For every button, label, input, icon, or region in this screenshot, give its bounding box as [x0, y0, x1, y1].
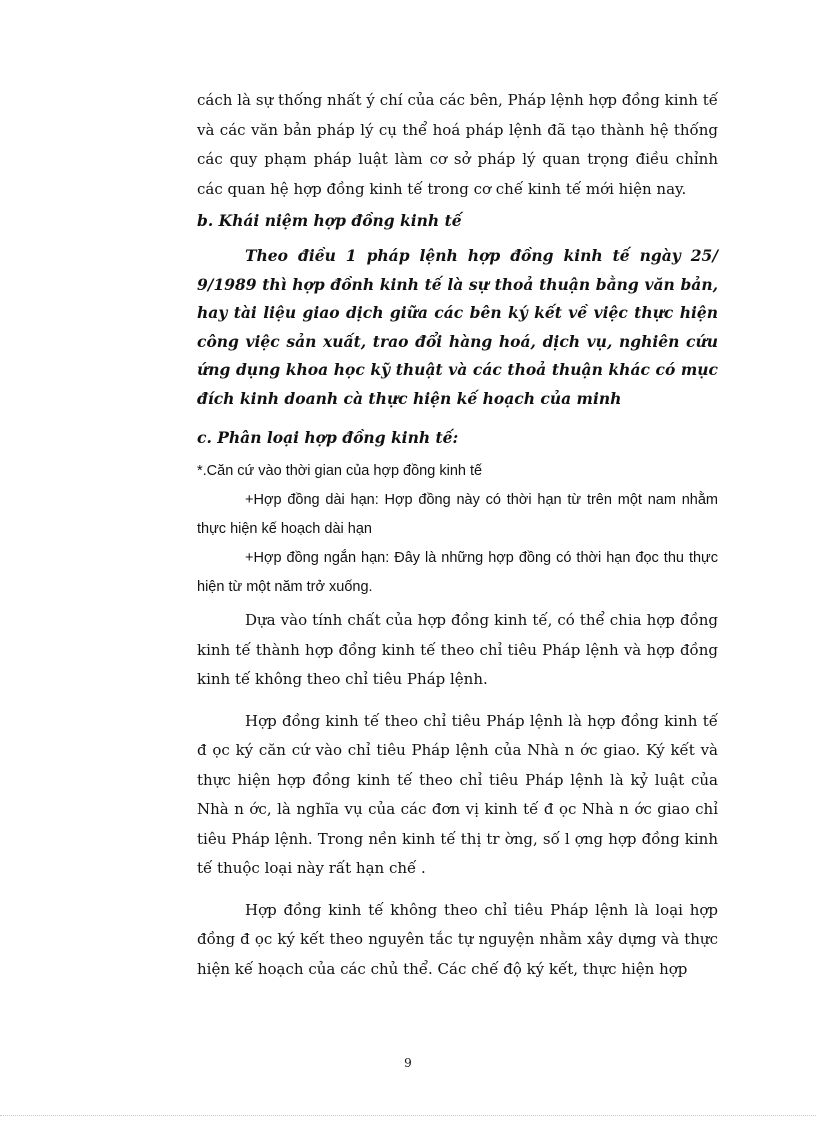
criterion-time: *.Căn cứ vào thời gian của hợp đồng kinh tế — [197, 463, 483, 479]
item-short-term: +Hợp đồng ngắn hạn: Đây là những hợp đồng có thời hạn đọc thu thực hiện từ một năm trở xuống. — [197, 550, 718, 595]
page-content — [197, 86, 718, 984]
heading-classification: c. Phân loại hợp đồng kinh tế: — [197, 428, 459, 447]
footer-divider — [0, 1115, 816, 1116]
paragraph-definition: Theo điều 1 pháp lệnh hợp đồng kinh tế ngày 25/ 9/1989 thì hợp đồnh kinh tế là sự thoả thuận bằng văn bản, hay tài liệu giao dịch giữa các bên ký kết về việc thực hiện công việc sản xuất, trao đổi hàng hoá, dịch vụ, nghiên cứu ứng dụng khoa học kỹ thuật và các thoả thuận khác có mục đích kinh doanh cà thực hiện kế hoạch của minh — [197, 246, 718, 408]
paragraph-intro: cách là sự thống nhất ý chí của các bên, Pháp lệnh hợp đồng kinh tế và các văn bản pháp lý cụ thể hoá pháp lệnh đã tạo thành hệ thống các quy phạm pháp luật làm cơ sở pháp lý quan trọng điều chỉnh các quan hệ hợp đồng kinh tế trong cơ chế kinh tế mới hiện nay. — [197, 91, 718, 198]
heading-concept: b. Khái niệm hợp đồng kinh tế — [197, 211, 462, 230]
item-long-term: +Hợp đồng dài hạn: Hợp đồng này có thời hạn từ trên một nam nhằm thực hiện kế hoạch dài hạn — [197, 492, 718, 537]
paragraph-planned-contract: Hợp đồng kinh tế theo chỉ tiêu Pháp lệnh là hợp đồng kinh tế đ ọc ký căn cứ vào chỉ tiêu Pháp lệnh của Nhà n ớc giao. Ký kết và thực hiện hợp đồng kinh tế theo chỉ tiêu Pháp lệnh là kỷ luật của Nhà n ớc, là nghĩa vụ của các đơn vị kinh tế đ ọc Nhà n ớc giao chỉ tiêu Pháp lệnh. Trong nền kinh tế thị tr ờng, số l ợng hợp đồng kinh tế thuộc loại này rất hạn chế . — [197, 711, 718, 877]
page-number: 9 — [404, 1056, 412, 1070]
paragraph-by-nature: Dựa vào tính chất của hợp đồng kinh tế, có thể chia hợp đồng kinh tế thành hợp đồng kinh tế theo chỉ tiêu Pháp lệnh và hợp đồng kinh tế không theo chỉ tiêu Pháp lệnh. — [197, 611, 718, 688]
paragraph-unplanned-contract: Hợp đồng kinh tế không theo chỉ tiêu Pháp lệnh là loại hợp đồng đ ọc ký kết theo nguyên tắc tự nguyện nhằm xây dựng và thực hiện kế hoạch của các chủ thể. Các chế độ ký kết, thực hiện hợp — [197, 900, 718, 978]
